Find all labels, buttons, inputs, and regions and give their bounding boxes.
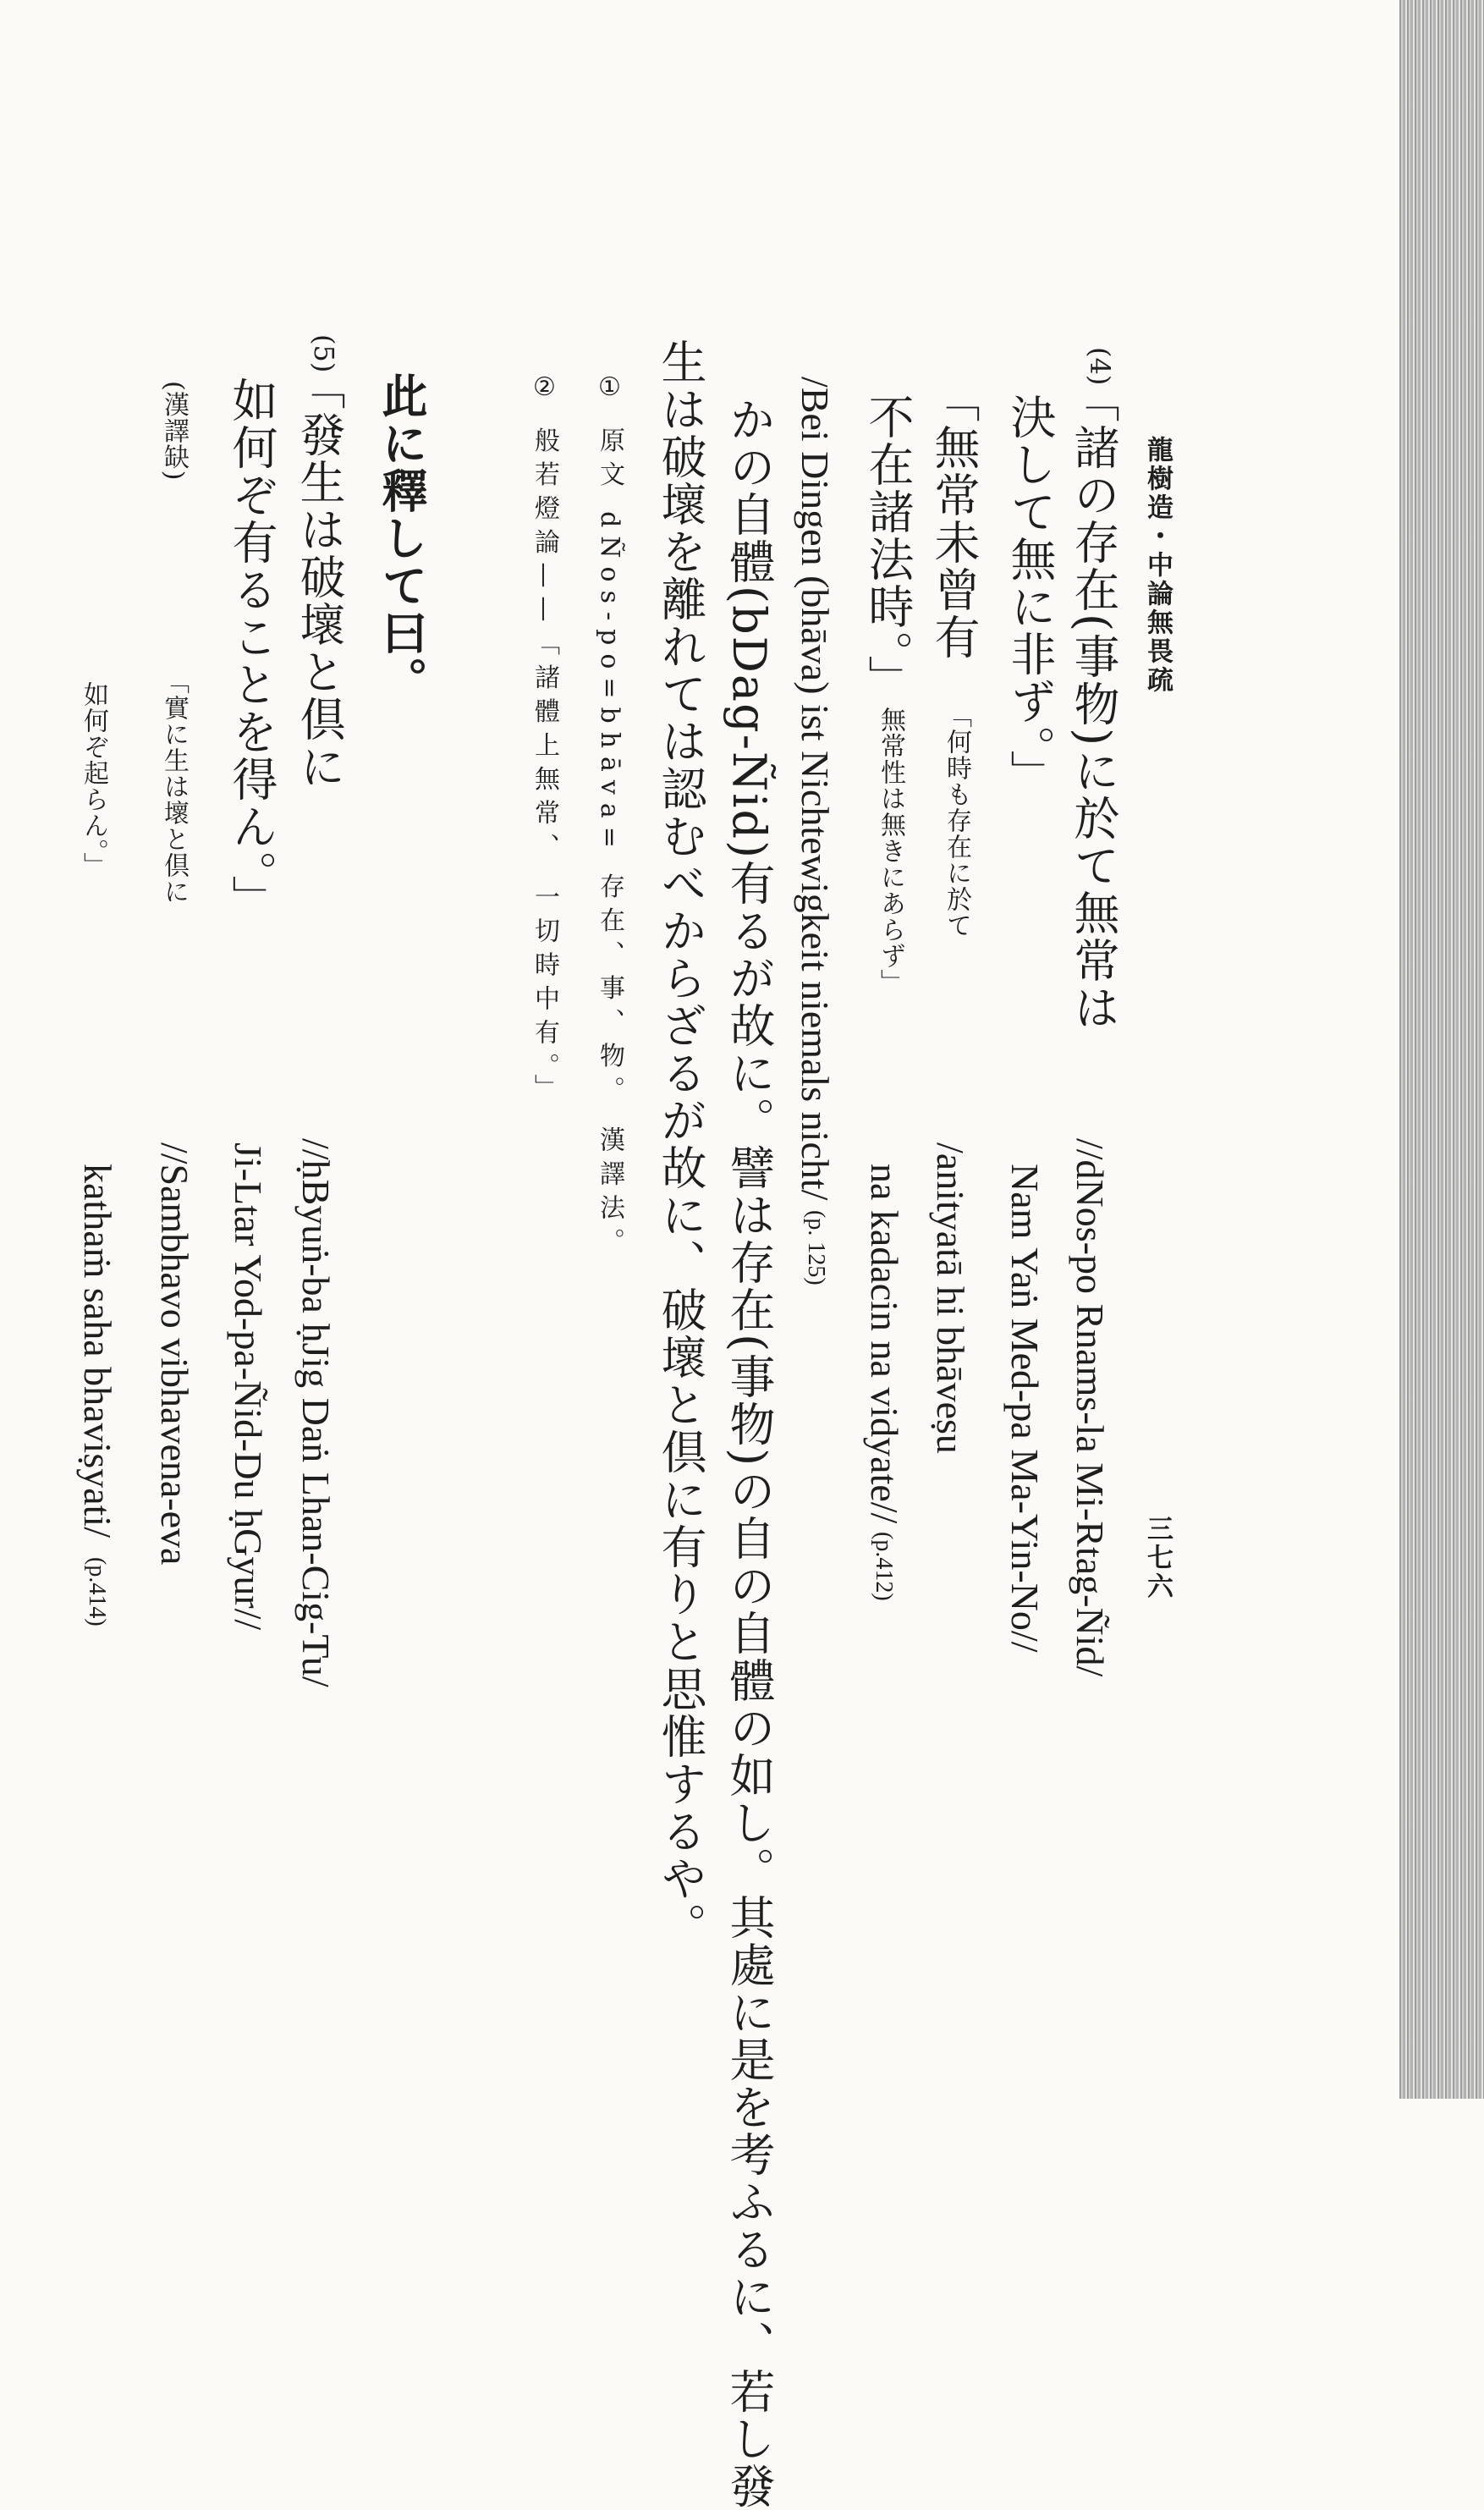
verse-4-tibetan-2: Nam Yaṅ Med-pa Ma-Yin-No// [1003, 1164, 1047, 1653]
verse-4-line-4: 不在諸法時。」 [861, 394, 915, 702]
verse-5-sanskrit-2: kathaṁ saha bhaviṣyati/ [76, 1164, 119, 1538]
verse-5-sanskrit-1: //Sambhavo vibhavena-eva [153, 1142, 196, 1566]
page-number: 三七六 [1142, 1515, 1173, 1601]
german-page-ref: (p. 125) [803, 1210, 829, 1285]
commentary-line-1: かの自體(bDag-Ñid)有るが故に。譬は存在(事物)の自の自體の如し。其處に是を考ふるに、若し發 [723, 396, 776, 2510]
verse-5-line-1: 「發生は破壞と倶に [293, 364, 346, 790]
footnote-2: ② 般若燈論——「諸體上無常、 一切時中有。」 [530, 372, 559, 1109]
footnote-1: ① 原文 dÑos-po=bhāva= 存在、事、物。 漢譯法。 [595, 372, 624, 1262]
running-title: 龍樹造・中論無畏疏 [1142, 436, 1173, 695]
verse-5-chinese-note: (漢譯缺) [159, 381, 189, 482]
verse-4-line-3: 「無常未曾有 [927, 377, 981, 661]
verse-4-sanskrit-1: /anityatā hi bhāveṣu [929, 1142, 972, 1454]
verse-5-gloss-1: 「實に生は壞と倶に [159, 669, 189, 905]
verse-4-page-ref: (p.412) [871, 1532, 897, 1601]
german-translation: /Bei Dingen (bhāva) ist Nichtewigkeit niemals nicht/ [794, 377, 837, 1201]
commentary-line-2: 生は破壞を離れては認むべからざるが故に、破壞と倶に有りと思惟するや。 [654, 339, 707, 1950]
scan-binding-edge [1399, 0, 1484, 2099]
verse-4-line-2: 決して無に非ず。」 [1003, 394, 1057, 797]
transition-text: 此に釋して曰。 [375, 372, 429, 704]
verse-5-marker: (5) [308, 334, 340, 373]
verse-4-sanskrit-2: na kadacin na vidyate// [863, 1164, 906, 1524]
verse-4-tibetan-1: //dNos-po Rnams-la Mi-Rtag-Ñid/ [1069, 1138, 1112, 1677]
verse-5-tibetan-2: Ji-Ltar Yod-pa-Ñid-Du ḥGyur// [227, 1142, 270, 1631]
verse-5-page-ref: (p.414) [84, 1557, 110, 1627]
verse-4-gloss-1: 「何時も存在に於て [942, 702, 971, 938]
verse-4-gloss-2: 無常性は無きにあらず」 [876, 707, 905, 995]
verse-5-line-2: 如何ぞ有ることを得ん。」 [225, 377, 278, 922]
verse-4-marker: (4) [1084, 347, 1116, 386]
verse-4-line-1: 「諸の存在(事物)に於て無常は [1067, 377, 1120, 1032]
verse-5-tibetan-1: //ḥByuṅ-ba ḥJig Daṅ Lhan-Cig-Tu/ [294, 1138, 338, 1687]
verse-5-gloss-2: 如何ぞ起らん。」 [79, 681, 108, 878]
